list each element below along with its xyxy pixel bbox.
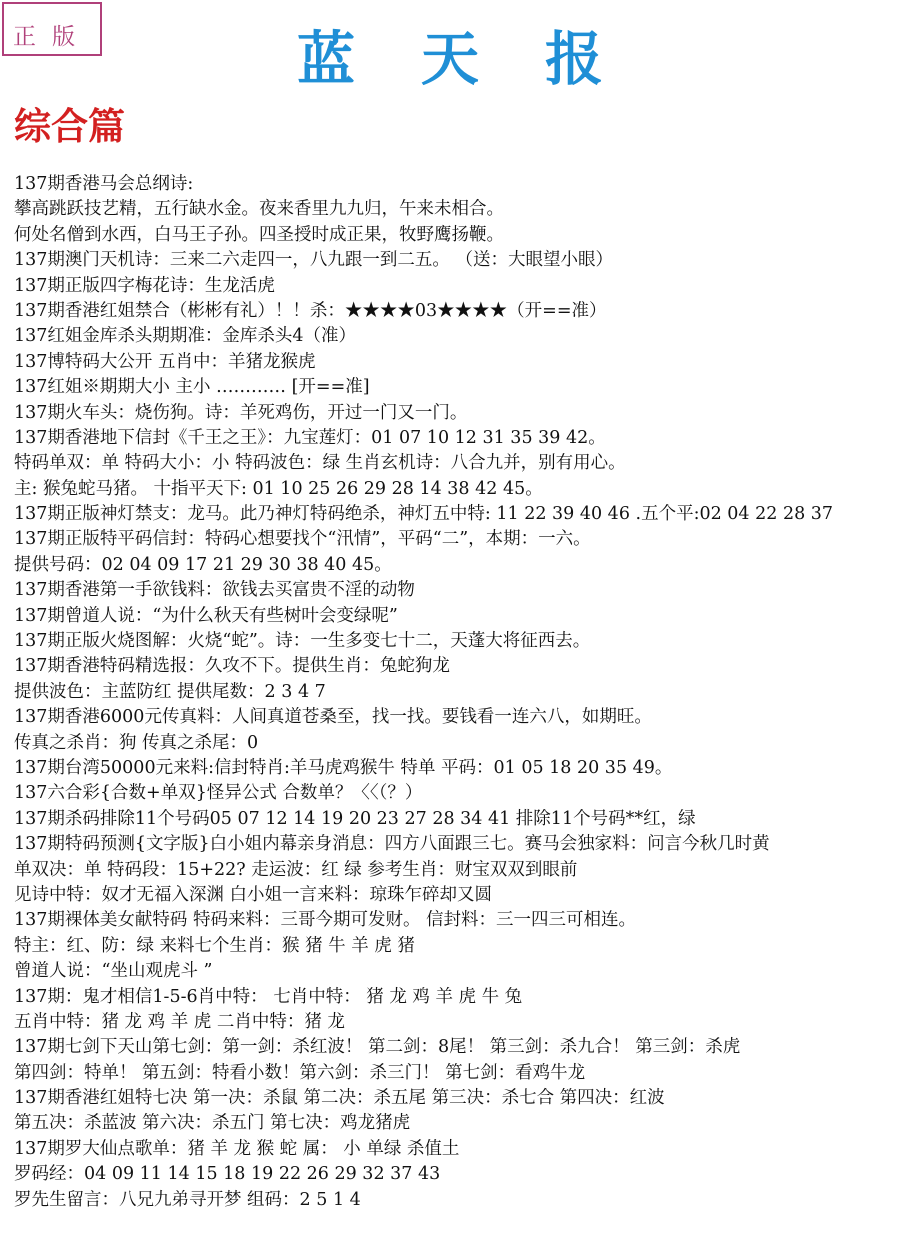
text-line: 见诗中特：奴才无福入深渊 白小姐一言来料：琼珠乍碎却又圆 [14,884,493,905]
text-line: 137期香港红姐特七决 第一决：杀鼠 第二决：杀五尾 第三决：杀七合 第四决：红波 [14,1088,665,1109]
text-line: 137期正版神灯禁支：龙马。此乃神灯特码绝杀，神灯五中特: 11 22 39 40 46 .五个平:02 04 22 28 37 [14,504,834,525]
text-line: 137期七剑下天山第七剑：第一剑：杀红波！ 第二剑：8尾！ 第三剑：杀九合！ 第三剑：杀虎 [14,1037,741,1058]
text-line: 137期香港特码精选报：久攻不下。提供生肖：兔蛇狗龙 [14,656,450,677]
text-line: 第四剑：特单！ 第五剑：特看小数！第六剑：杀三门！ 第七剑：看鸡牛龙 [14,1062,586,1083]
text-line: 提供波色：主蓝防红 提供尾数：2 3 4 7 [14,681,326,702]
text-line: 137期罗大仙点歌单：猪 羊 龙 猴 蛇 属： 小 单绿 杀值土 [14,1138,460,1159]
section-heading: 综合篇 [14,104,125,148]
text-line: 特码单双：单 特码大小：小 特码波色：绿 生肖玄机诗：八合九并，别有用心。 [14,453,626,474]
text-line: 137红姐※期期大小 主小 ………… [开==准] [14,377,370,398]
text-line: 单双决：单 特码段：15+22? 走运波：红 绿 参考生肖：财宝双双到眼前 [14,859,578,880]
text-line: 五肖中特：猪 龙 鸡 羊 虎 二肖中特：猪 龙 [14,1011,345,1032]
text-line: 137期香港红姐禁合（彬彬有礼）！！杀：★★★★03★★★★（开==准） [14,300,607,321]
text-line: 137期裸体美女献特码 特码来料：三哥今期可发财。 信封料：三一四三可相连。 [14,910,637,931]
text-line: 137期杀码排除11个号码05 07 12 14 19 20 23 27 28 34 41 排除11个号码**红，绿 [14,808,696,829]
content-lines [14,172,898,1213]
text-line: 137期香港地下信封《千王之王》：九宝莲灯：01 07 10 12 31 35 39 42。 [14,427,606,448]
text-line: 137期曾道人说：“为什么秋天有些树叶会变绿呢” [14,605,398,626]
text-line: 137期正版火烧图解：火烧“蛇”。诗：一生多变七十二，天蓬大将征西去。 [14,631,591,652]
text-line: 主: 猴兔蛇马猪。 十指平天下: 01 10 25 26 29 28 14 38 42 45。 [14,478,543,499]
text-line: 提供号码：02 04 09 17 21 29 30 38 40 45。 [14,554,392,575]
text-line: 137博特码大公开 五肖中：羊猪龙猴虎 [14,351,316,372]
text-line: 137期火车头：烧伤狗。诗：羊死鸡伤，开过一门又一门。 [14,402,468,423]
text-line: 特主：红、防：绿 来料七个生肖：猴 猪 牛 羊 虎 猪 [14,935,415,956]
text-line: 第五决：杀蓝波 第六决：杀五门 第七决：鸡龙猪虎 [14,1113,411,1134]
text-line: 137期特码预测{文字版}白小姐内幕亲身消息：四方八面跟三七。赛马会独家料：问言今秋几时黄 [14,834,770,855]
page-title: 蓝天报 [296,25,669,93]
text-line: 137期香港马会总纲诗: [14,174,194,194]
text-line: 罗码经：04 09 11 14 15 18 19 22 26 29 32 37 43 [14,1164,441,1185]
text-line: 137期：鬼才相信1-5-6肖中特： 七肖中特： 猪 龙 鸡 羊 虎 牛 兔 [14,986,523,1007]
text-line: 137期正版特平码信封：特码心想要找个“汛情”，平码“二”，本期：一六。 [14,529,591,550]
text-line: 137期香港6000元传真料：人间真道苍桑至，找一找。要钱看一连六八，如期旺。 [14,707,652,728]
text-line: 传真之杀肖：狗 传真之杀尾：0 [14,732,259,753]
text-line: 137红姐金库杀头期期准：金库杀头4（准） [14,326,357,347]
text-line: 137六合彩{合数+单双}怪异公式 合数单？〈〈（？） [14,783,423,804]
text-line: 攀高跳跃技艺精，五行缺水金。夜来香里九九归，午来未相合。 [14,199,504,220]
text-line: 137期正版四字梅花诗：生龙活虎 [14,275,275,296]
text-line: 137期香港第一手欲钱料：欲钱去买富贵不淫的动物 [14,580,415,601]
text-line: 罗先生留言：八兄九弟寻开梦 组码：2 5 1 4 [14,1189,361,1210]
text-line: 137期澳门天机诗：三来二六走四一，八九跟一到二五。 （送：大眼望小眼） [14,250,613,271]
text-line: 137期台湾50000元来料:信封特肖:羊马虎鸡猴牛 特单 平码：01 05 18 20 35 49。 [14,757,673,778]
text-line: 曾道人说：“坐山观虎斗 ” [14,961,213,982]
edition-badge: 正版 [2,2,102,56]
text-line: 何处名僧到水西，白马王子孙。四圣授时成正果，牧野鹰扬鞭。 [14,224,504,245]
